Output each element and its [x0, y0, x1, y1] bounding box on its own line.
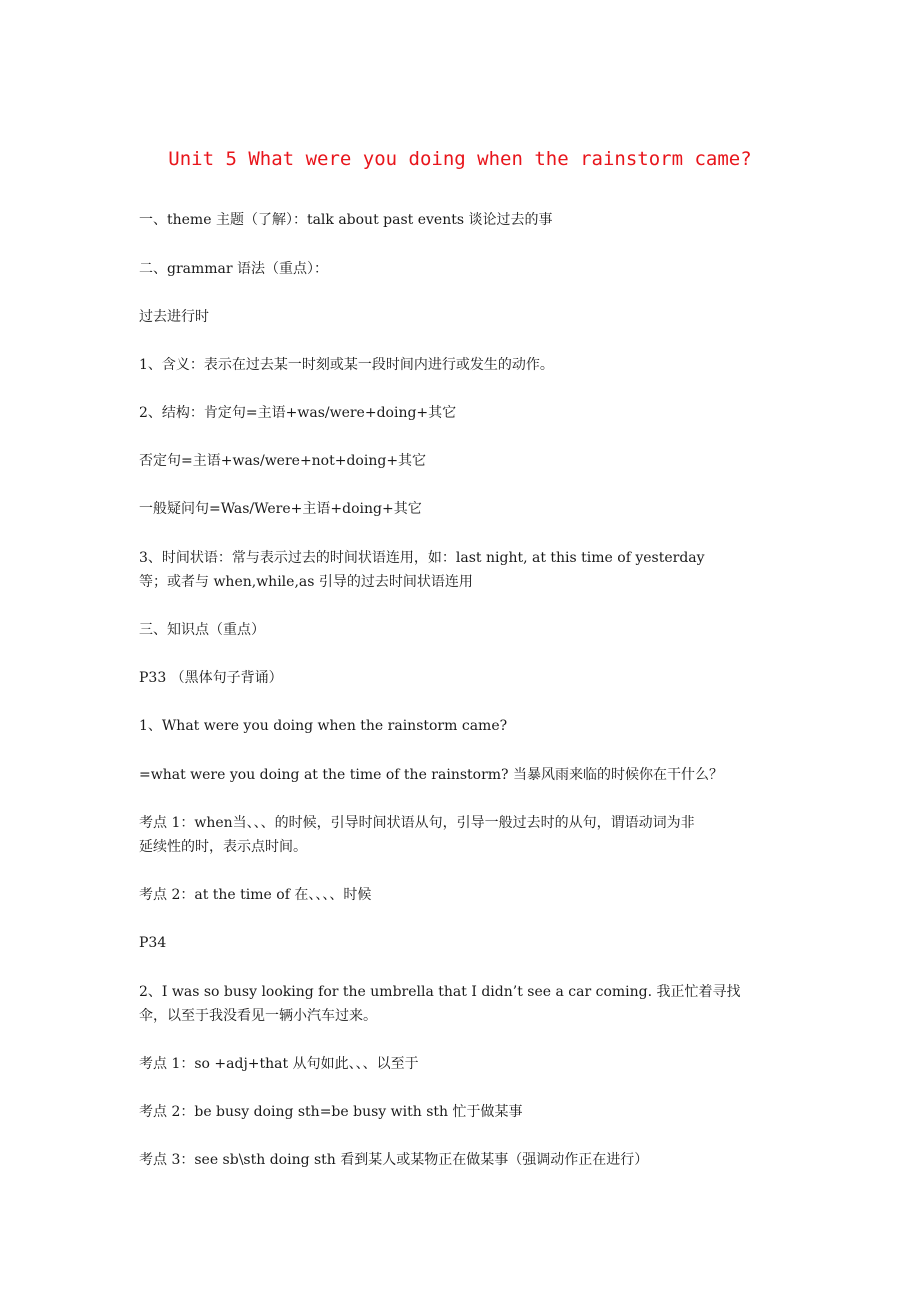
point-1-when: 考点 1：when当、、、的时候，引导时间状语从句，引导一般过去时的从句，谓语动词为非: [139, 815, 695, 831]
point-1-when-cont: 延续性的时，表示点时间。: [139, 839, 307, 855]
structure-question-line: 一般疑问句=Was/Were+主语+doing+其它: [139, 501, 422, 517]
structure-affirmative-line: 2、结构：肯定句=主语+was/were+doing+其它: [139, 405, 457, 421]
sentence-2-cont: 伞，以至于我没看见一辆小汽车过来。: [139, 1008, 377, 1024]
point-so-that: 考点 1：so +adj+that 从句如此、、、以至于: [139, 1056, 419, 1072]
page-ref-p34: P34: [139, 935, 167, 951]
sentence-1-paraphrase: =what were you doing at the time of the rainstorm? 当暴风雨来临的时候你在干什么？: [139, 767, 724, 783]
time-adverbial-line-cont: 等；或者与 when,while,as 引导的过去时间状语连用: [139, 574, 473, 590]
meaning-line: 1、含义：表示在过去某一时刻或某一段时间内进行或发生的动作。: [139, 357, 554, 373]
time-adverbial-line: 3、时间状语：常与表示过去的时间状语连用，如：last night, at this time of yesterday: [139, 550, 705, 566]
point-2-at-the-time-of: 考点 2：at the time of 在、、、、时候: [139, 887, 372, 903]
point-be-busy: 考点 2：be busy doing sth=be busy with sth 忙于做某事: [139, 1104, 523, 1120]
grammar-heading: 二、grammar 语法（重点）：: [139, 261, 329, 277]
theme-line: 一、theme 主题（了解）：talk about past events 谈论过去的事: [139, 212, 553, 228]
sentence-2: 2、I was so busy looking for the umbrella that I didn’t see a car coming. 我正忙着寻找: [139, 984, 741, 1000]
sentence-1: 1、What were you doing when the rainstorm came?: [139, 718, 508, 734]
page-ref-p33: P33 （黑体句子背诵）: [139, 670, 283, 686]
past-progressive-heading: 过去进行时: [139, 309, 209, 325]
structure-negative-line: 否定句=主语+was/were+not+doing+其它: [139, 453, 427, 469]
knowledge-points-heading: 三、知识点（重点）: [139, 622, 265, 638]
document-title: Unit 5 What were you doing when the rainstorm came?: [168, 148, 752, 170]
point-see-sb-doing: 考点 3：see sb\sth doing sth 看到某人或某物正在做某事（强调动作正在进行）: [139, 1152, 649, 1168]
